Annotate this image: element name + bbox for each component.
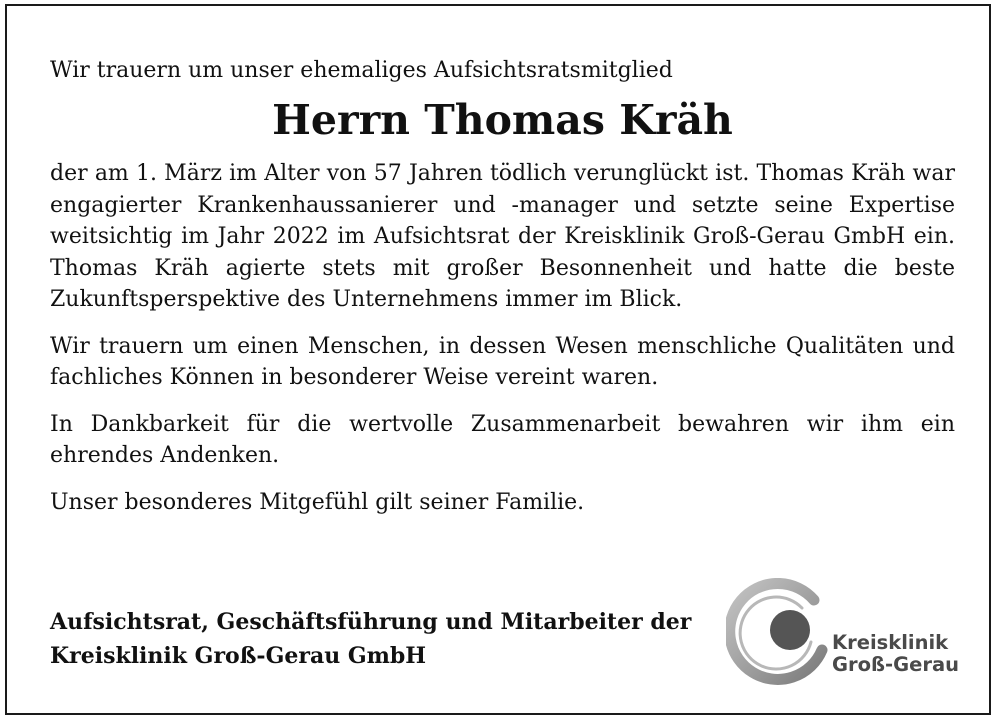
logo-wordmark (832, 632, 959, 676)
notice-intro: Wir trauern um unser ehemaliges Aufsichtsratsmitglied (50, 58, 673, 83)
signature-line-1: Aufsichtsrat, Geschäftsführung und Mitarbeiter der (50, 609, 692, 635)
kreisklinik-logo (726, 578, 966, 690)
deceased-name: Herrn Thomas Kräh (272, 96, 733, 144)
paragraph-biography: der am 1. März im Alter von 57 Jahren tödlich verunglückt ist. Thomas Kräh war engagierter Krankenhaussanierer und -manager und setzte seine Expertise weitsichtig im Jahr 2022 im Aufsichtsrat der Kreisklinik Groß-Gerau GmbH ein. Thomas Kräh agierte stets mit großer Besonnenheit und hatte die beste Zukunftsperspektive des Unternehmens immer im Blick. (50, 161, 955, 312)
notice-body (50, 56, 955, 518)
logo-line-1: Kreisklinik (832, 631, 949, 654)
paragraph-mourning: Wir trauern um einen Menschen, in dessen Wesen menschliche Qualitäten und fachliches Können in besonderer Weise vereint waren. (50, 333, 955, 390)
kreisklinik-logo-icon (726, 578, 836, 690)
paragraph-condolence: Unser besonderes Mitgefühl gilt seiner Familie. (50, 489, 585, 515)
logo-line-2: Groß-Gerau (832, 653, 960, 676)
paragraph-gratitude: In Dankbarkeit für die wertvolle Zusammenarbeit bewahren wir ihm ein ehrendes Andenken. (50, 411, 955, 468)
signature-block (50, 605, 691, 673)
signature-line-2: Kreisklinik Groß-Gerau GmbH (50, 643, 427, 669)
